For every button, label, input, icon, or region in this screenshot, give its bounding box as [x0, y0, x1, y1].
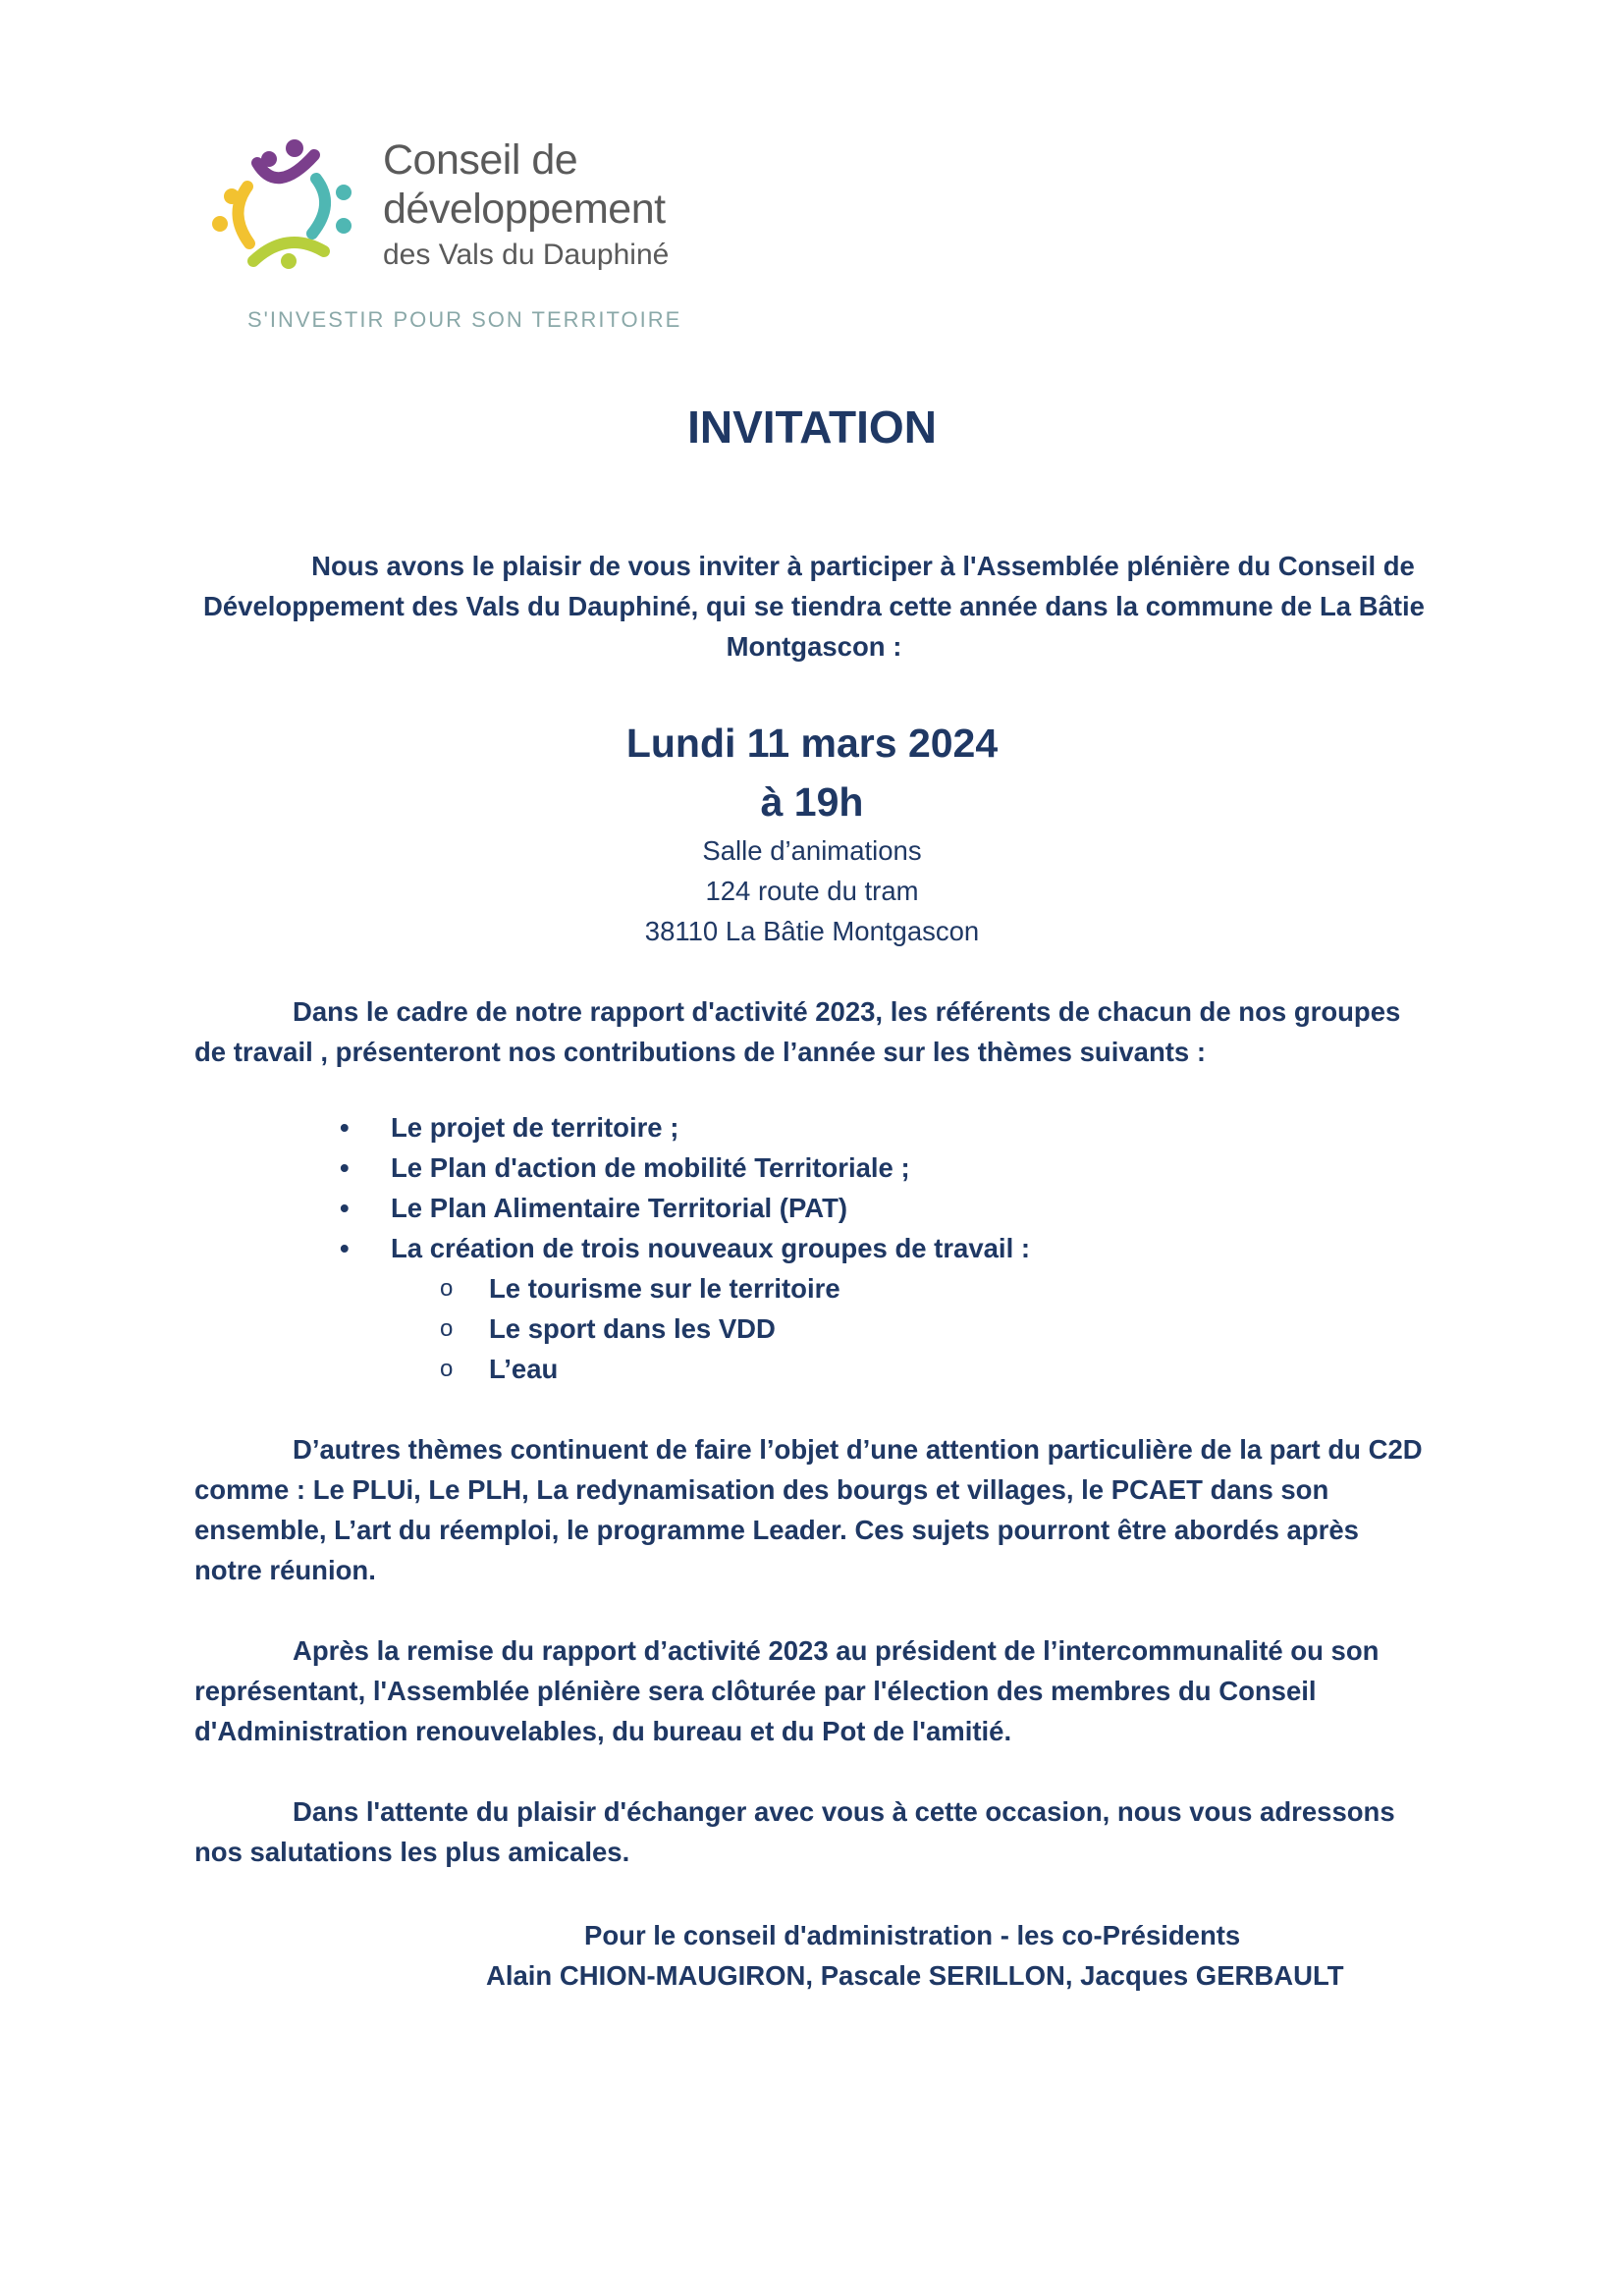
logo-tagline: S'INVESTIR POUR SON TERRITOIRE: [247, 307, 682, 332]
list-item: • La création de trois nouveaux groupes de travail :: [340, 1233, 1031, 1263]
event-street: 124 route du tram: [705, 876, 919, 906]
sub-list-item: o Le tourisme sur le territoire: [440, 1273, 840, 1304]
signature-line-1: Pour le conseil d'administration - les co-Présidents: [584, 1920, 1241, 1950]
page-title: INVITATION: [687, 401, 937, 453]
signature-line-2: Alain CHION-MAUGIRON, Pascale SERILLON, Jacques GERBAULT: [486, 1960, 1344, 1991]
logo-line-2: développement: [383, 186, 666, 233]
logo-line-1: Conseil de: [383, 136, 578, 184]
other-themes-paragraph: [194, 1429, 1434, 1590]
event-date-time: [0, 714, 1624, 831]
intro-text: Nous avons le plaisir de vous inviter à participer à l'Assemblée plénière du Conseil de Développement des Vals du Dauphiné, qui se tiendra cette année dans la commune de La Bâtie Montgascon :: [203, 551, 1425, 662]
themes-list: [334, 1107, 1030, 1389]
event-city: 38110 La Bâtie Montgascon: [644, 916, 980, 946]
sub-list-item: o Le sport dans les VDD: [440, 1313, 776, 1344]
other-themes-text: D’autres thèmes continuent de faire l’objet d’une attention particulière de la part du C2D comme : Le PLUi, Le PLH, La redynamisation des bourgs et villages, le PCAET dans son ensemble, L’art du réemploi, le programme Leader. Ces sujets pourront être abordés après notre réunion.: [194, 1434, 1423, 1585]
closing-text: Dans l'attente du plaisir d'échanger avec vous à cette occasion, nous vous adressons nos salutations les plus amicales.: [194, 1796, 1395, 1867]
event-time: à 19h: [760, 779, 864, 825]
signature: [486, 1915, 1370, 1996]
after-report-text: Après la remise du rapport d’activité 2023 au président de l’intercommunalité ou son représentant, l'Assemblée plénière sera clôturée par l'élection des membres du Conseil d'Administration renouvelables, du bureau et du Pot de l'amitié.: [194, 1635, 1380, 1746]
logo-mark-icon: [208, 135, 355, 283]
logo: [208, 135, 719, 342]
after-report-paragraph: [194, 1630, 1434, 1751]
list-item: • Le Plan d'action de mobilité Territoriale ;: [340, 1152, 910, 1183]
activity-text: Dans le cadre de notre rapport d'activité 2023, les référents de chacun de nos groupes de travail , présenteront nos contributions de l’année sur les thèmes suivants :: [194, 996, 1401, 1067]
list-item: • Le Plan Alimentaire Territorial (PAT): [340, 1193, 848, 1223]
event-venue: Salle d’animations: [702, 835, 922, 866]
closing-paragraph: [194, 1791, 1434, 1872]
list-item: • Le projet de territoire ;: [340, 1112, 679, 1143]
event-address: [0, 830, 1624, 951]
logo-text: [383, 135, 669, 277]
intro-paragraph: [194, 546, 1434, 667]
sub-list-item: o L’eau: [440, 1354, 559, 1384]
activity-paragraph: [194, 991, 1434, 1072]
event-date: Lundi 11 mars 2024: [625, 721, 999, 766]
logo-line-3: des Vals du Dauphiné: [383, 239, 670, 271]
